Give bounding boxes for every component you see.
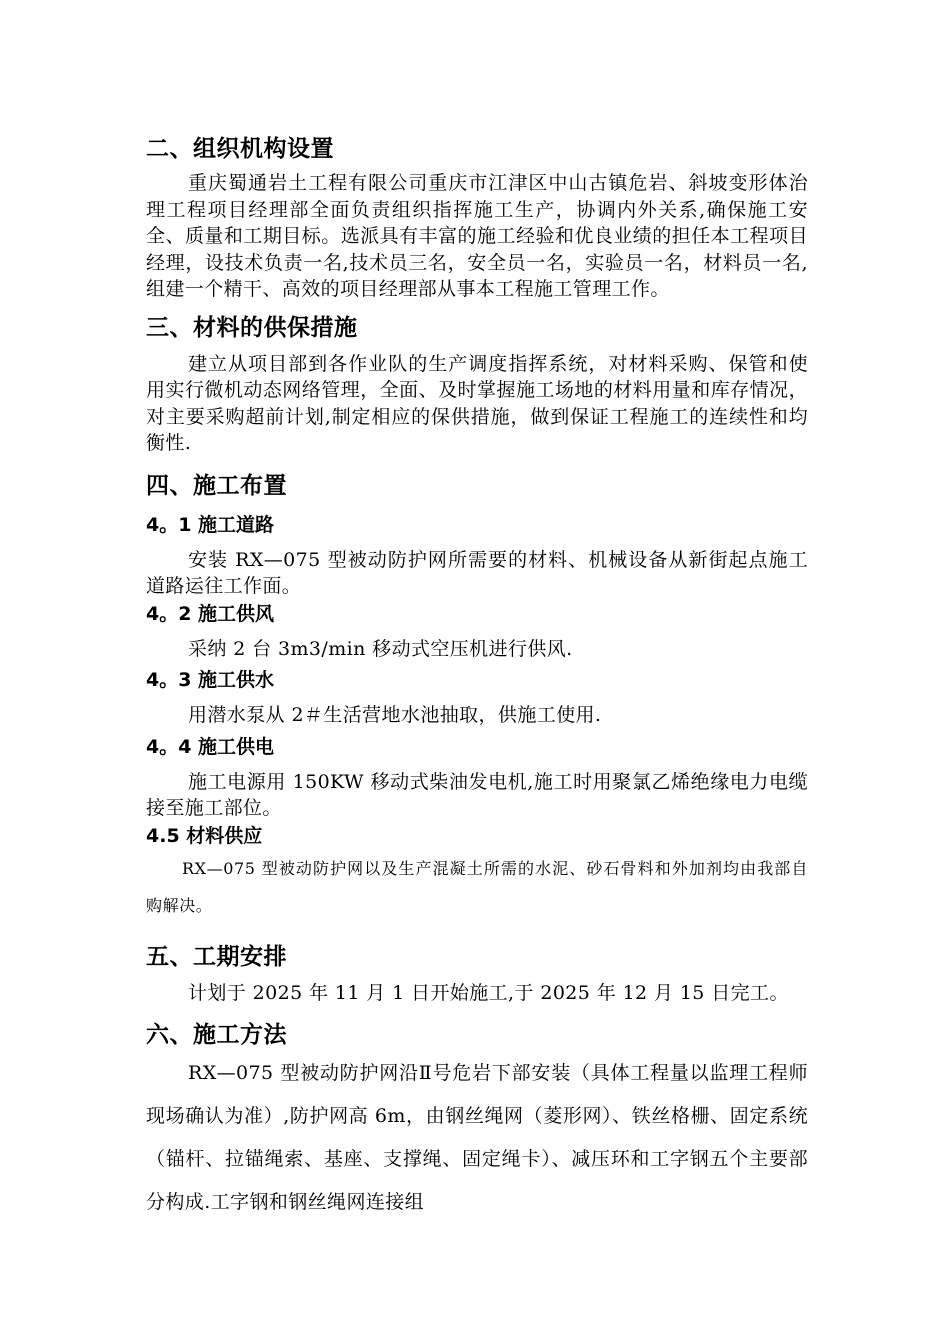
section-heading-method: 六、施工方法 <box>146 1022 287 1048</box>
subsection-heading-power: 4。4 施工供电 <box>146 735 275 758</box>
subsection-heading-supply: 4.5 材料供应 <box>146 824 263 847</box>
section-text-organization: 重庆蜀通岩土工程有限公司重庆市江津区中山古镇危岩、斜坡变形体治理工程项目经理部全面负责组织指挥施工生产，协调内外关系,确保施工安全、质量和工期目标。选派具有丰富的施工经验和优良业绩的担任本工程项目经理，设技术负责一名,技术员三名，安全员一名，实验员一名，材料员一名,组建一个精干、高效的项目经理部从事本工程施工管理工作。 <box>146 172 808 300</box>
subsection-text-air: 采纳 2 台 3m3/min 移动式空压机进行供风. <box>188 637 573 660</box>
document-page <box>146 132 808 1224</box>
subsection-heading-air: 4。2 施工供风 <box>146 602 275 625</box>
section-text-schedule: 计划于 2025 年 11 月 1 日开始施工,于 2025 年 12 月 15 日完工。 <box>188 981 789 1004</box>
section-heading-organization: 二、组织机构设置 <box>146 136 334 162</box>
subsection-text-supply: RX—075 型被动防护网以及生产混凝土所需的水泥、砂石骨料和外加剂均由我部自购解决。 <box>146 858 808 915</box>
subsection-heading-road: 4。1 施工道路 <box>146 513 275 536</box>
section-heading-schedule: 五、工期安排 <box>146 943 287 970</box>
subsection-text-water: 用潜水泵从 2＃生活营地水池抽取，供施工使用. <box>188 704 602 726</box>
subsection-text-power: 施工电源用 150KW 移动式柴油发电机,施工时用聚氯乙烯绝缘电力电缆接至施工部位。 <box>146 770 808 819</box>
subsection-heading-water: 4。3 施工供水 <box>146 669 275 691</box>
subsection-text-road: 安装 RX—075 型被动防护网所需要的材料、机械设备从新街起点施工道路运往工作面。 <box>146 548 808 597</box>
section-text-method: RX—075 型被动防护网沿Ⅱ号危岩下部安装（具体工程量以监理工程师现场确认为准）,防护网高 6m，由钢丝绳网（菱形网）、铁丝格栅、固定系统（锚杆、拉锚绳索、基座、支撑绳、固定绳卡）、减压环和工字钢五个主要部分构成.工字钢和钢丝绳网连接组 <box>146 1062 808 1213</box>
section-heading-materials: 三、材料的供保措施 <box>146 314 358 341</box>
section-heading-layout: 四、施工布置 <box>146 472 287 499</box>
section-text-materials: 建立从项目部到各作业队的生产调度指挥系统，对材料采购、保管和使用实行微机动态网络管理，全面、及时掌握施工场地的材料用量和库存情况，对主要采购超前计划,制定相应的保供措施，做到保证工程施工的连续性和均衡性. <box>146 352 808 454</box>
